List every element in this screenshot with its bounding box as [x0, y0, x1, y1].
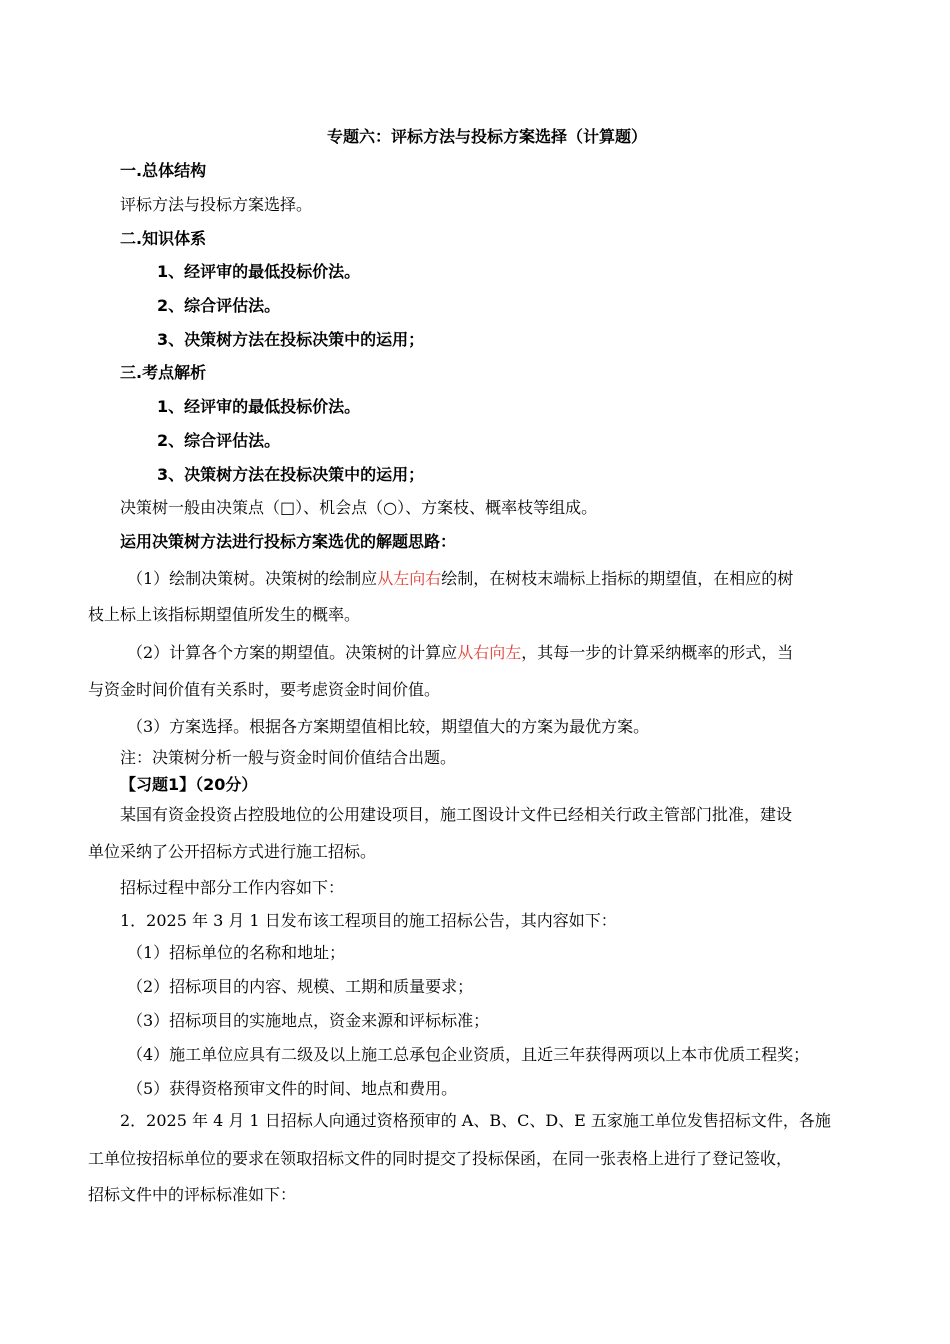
- step-2-text: （2）计算各个方案的期望值。决策树的计算应: [127, 643, 458, 662]
- decision-tree-definition: 决策树一般由决策点（□）、机会点（○）、方案枝、概率枝等组成。: [120, 498, 598, 517]
- section-3-item: 1、经评审的最低投标价法。: [157, 397, 361, 416]
- exercise-list-item: （5）获得资格预审文件的时间、地点和费用。: [127, 1079, 458, 1098]
- section-2-item: 2、综合评估法。: [157, 296, 281, 315]
- section-1-heading: 一.总体结构: [120, 161, 207, 180]
- step-1-highlight: 从左向右: [377, 569, 442, 588]
- exercise-paragraph-1-line-2: 单位采纳了公开招标方式进行施工招标。: [88, 842, 377, 861]
- step-1-line-2: 枝上标上该指标期望值所发生的概率。: [88, 605, 361, 624]
- step-1-line-1: [127, 569, 793, 589]
- exercise-list-item: （3）招标项目的实施地点，资金来源和评标标准；: [127, 1011, 490, 1030]
- section-3-item: 3、决策树方法在投标决策中的运用；: [157, 465, 425, 484]
- section-3-heading: 三.考点解析: [120, 363, 207, 382]
- exercise-paragraph-4-line-1: 2．2025 年 4 月 1 日招标人向通过资格预审的 A、B、C、D、E 五家施工单位发售招标文件，各施: [120, 1111, 831, 1130]
- section-3-item: 2、综合评估法。: [157, 431, 281, 450]
- exercise-list-item: （2）招标项目的内容、规模、工期和质量要求；: [127, 977, 474, 996]
- step-1-text-tail: 绘制，在树枝末端标上指标的期望值，在相应的树: [441, 569, 794, 588]
- exercise-paragraph-1-line-1: 某国有资金投资占控股地位的公用建设项目，施工图设计文件已经相关行政主管部门批准，建设: [120, 805, 793, 824]
- step-2-line-2: 与资金时间价值有关系时，要考虑资金时间价值。: [88, 680, 441, 699]
- section-2-heading: 二.知识体系: [120, 229, 207, 248]
- exercise-paragraph-3: 1．2025 年 3 月 1 日发布该工程项目的施工招标公告，其内容如下：: [120, 911, 617, 930]
- note-text: 注：决策树分析一般与资金时间价值结合出题。: [120, 748, 457, 767]
- step-2-line-1: [127, 643, 793, 663]
- step-2-highlight: 从右向左: [457, 643, 522, 662]
- exercise-paragraph-4-line-3: 招标文件中的评标标准如下：: [88, 1185, 297, 1204]
- page-title: 专题六：评标方法与投标方案选择（计算题）: [326, 127, 647, 146]
- exercise-list-item: （1）招标单位的名称和地址；: [127, 943, 346, 962]
- section-2-item: 3、决策树方法在投标决策中的运用；: [157, 330, 425, 349]
- exercise-heading: 【习题1】（20分）: [120, 775, 258, 794]
- step-2-text-tail: ，其每一步的计算采纳概率的形式，当: [521, 643, 794, 662]
- step-1-text: （1）绘制决策树。决策树的绘制应: [127, 569, 378, 588]
- exercise-paragraph-2: 招标过程中部分工作内容如下：: [120, 878, 345, 897]
- step-3-text: （3）方案选择。根据各方案期望值相比较，期望值大的方案为最优方案。: [127, 717, 650, 736]
- approach-heading: 运用决策树方法进行投标方案选优的解题思路：: [120, 532, 457, 551]
- exercise-paragraph-4-line-2: 工单位按招标单位的要求在领取招标文件的同时提交了投标保函，在同一张表格上进行了登记签收，: [88, 1149, 793, 1168]
- section-1-text: 评标方法与投标方案选择。: [120, 195, 313, 214]
- exercise-list-item: （4）施工单位应具有二级及以上施工总承包企业资质，且近三年获得两项以上本市优质工程奖；: [127, 1045, 810, 1064]
- section-2-item: 1、经评审的最低投标价法。: [157, 262, 361, 281]
